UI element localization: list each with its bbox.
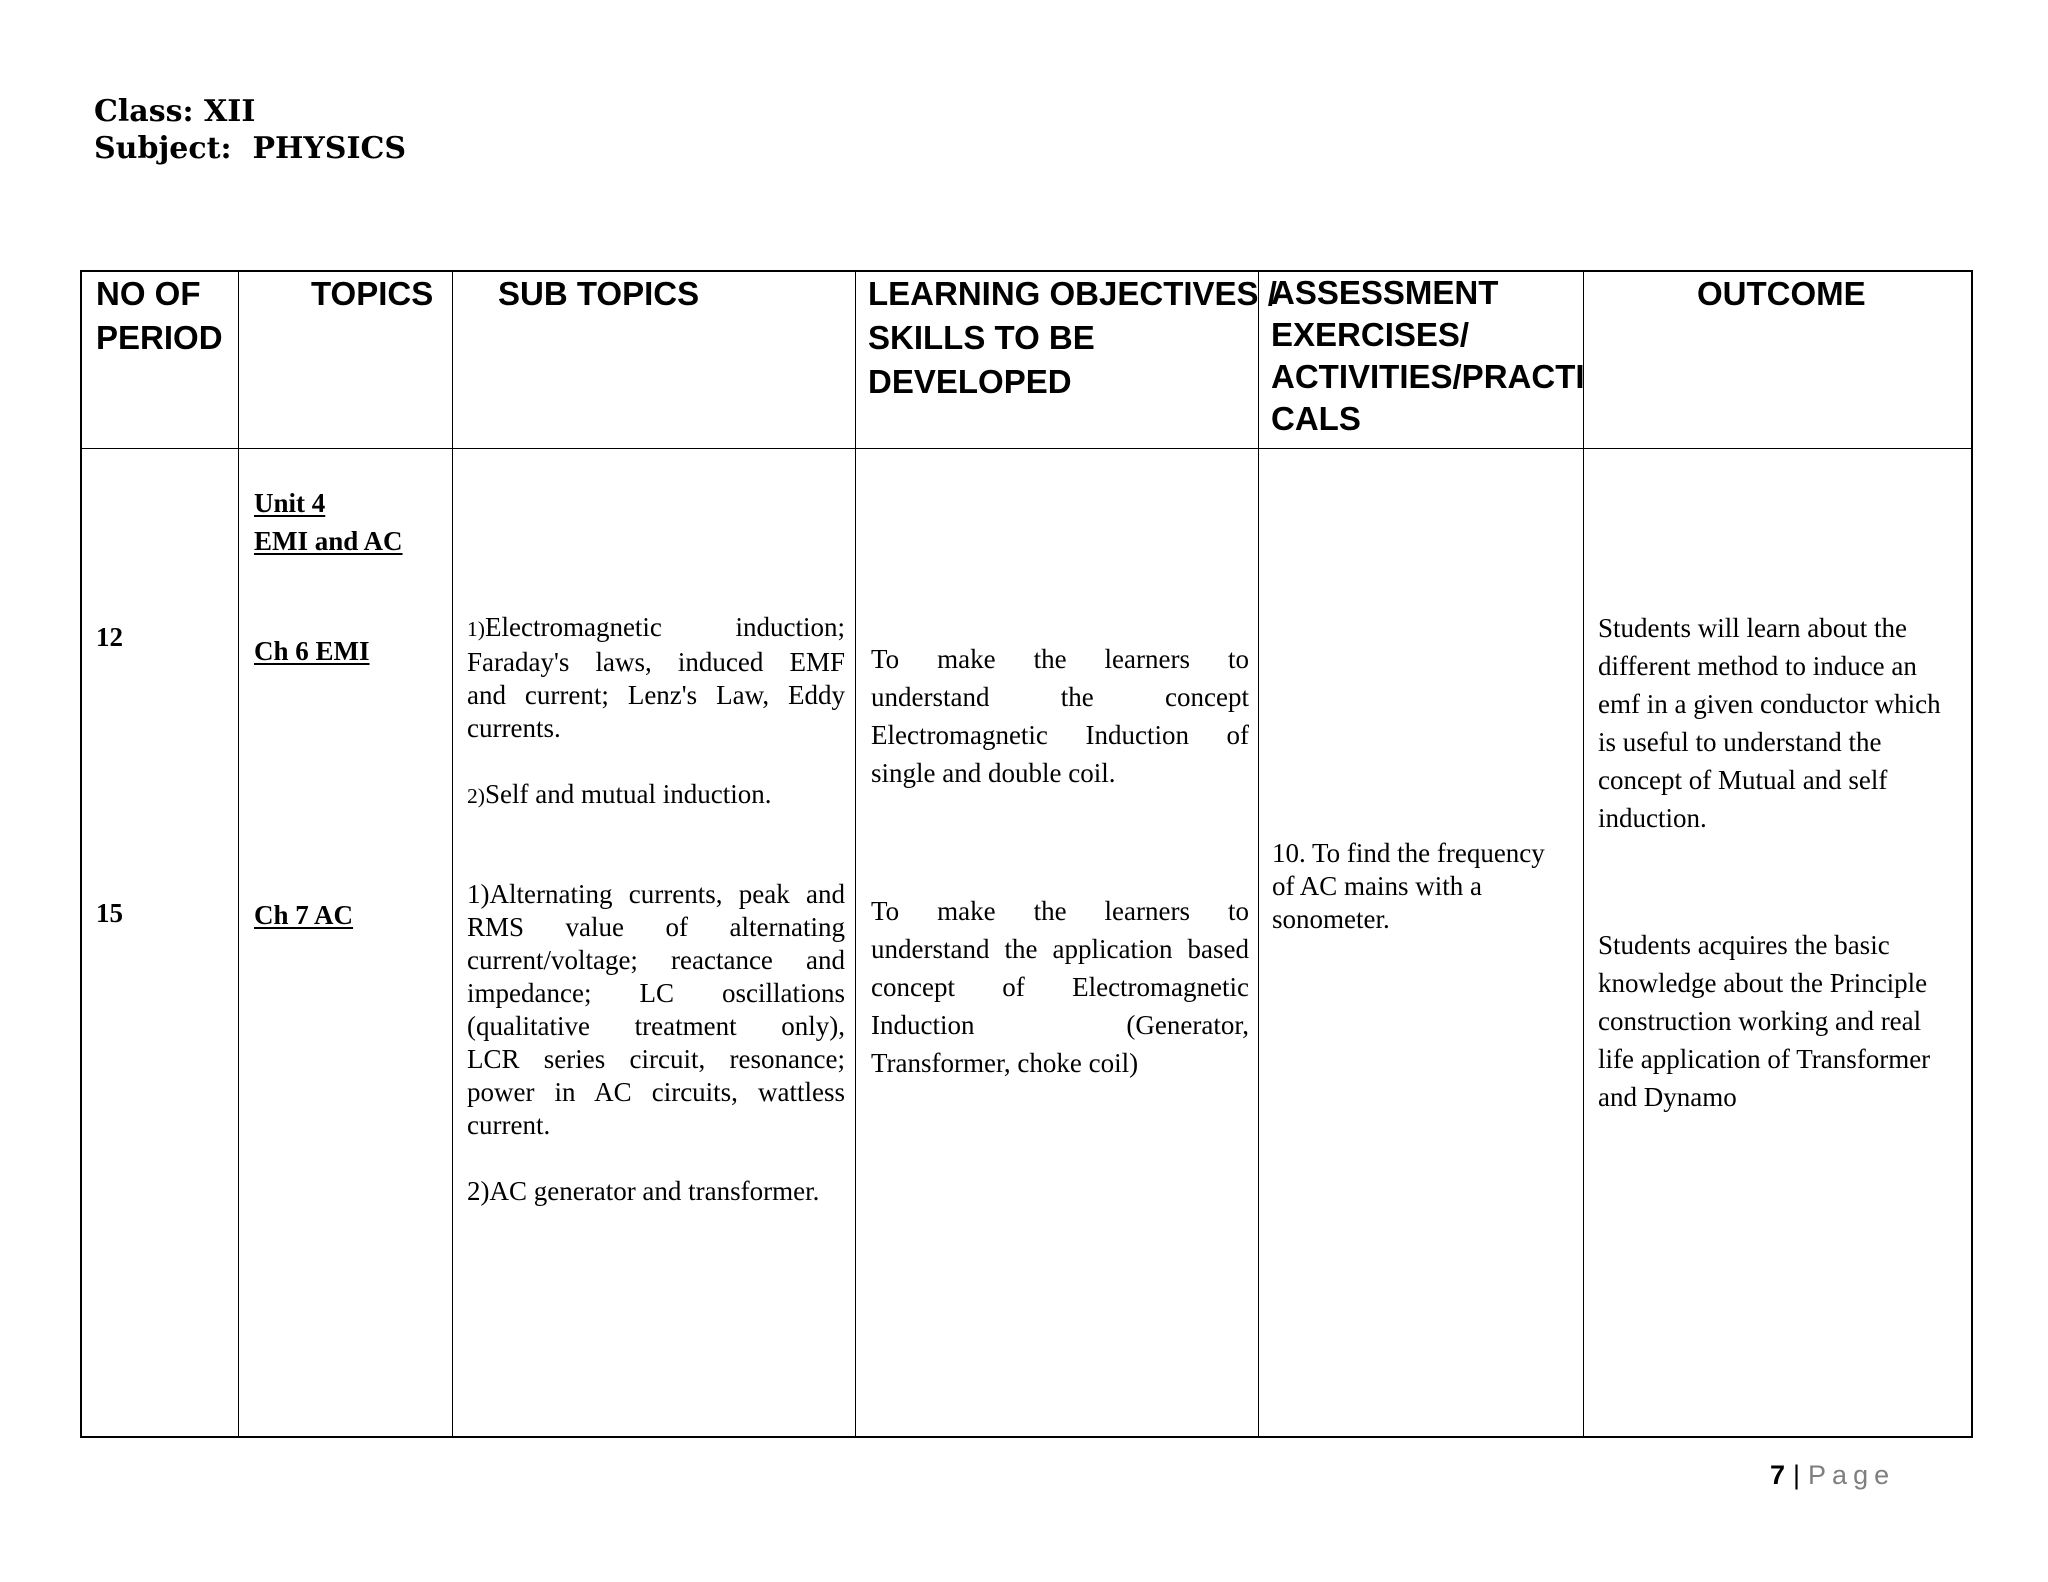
outcome-line: concept of Mutual and self bbox=[1598, 765, 1888, 795]
unit-title: EMI and AC bbox=[254, 526, 403, 556]
header-objectives-line: DEVELOPED bbox=[868, 363, 1072, 400]
assessment-line: of AC mains with a bbox=[1272, 871, 1482, 901]
column-divider bbox=[1258, 272, 1259, 1436]
objective-line: To make the learners to bbox=[871, 896, 1249, 926]
subtopic-line: Faraday's laws, induced EMF bbox=[467, 647, 845, 677]
subtopic-line: current. bbox=[467, 1110, 551, 1140]
subtopic-line: currents. bbox=[467, 713, 561, 743]
list-number: 1) bbox=[467, 617, 485, 641]
outcome-line: different method to induce an bbox=[1598, 651, 1917, 681]
column-divider bbox=[855, 272, 856, 1436]
objectives-ch6 bbox=[871, 640, 1249, 792]
column-divider bbox=[238, 272, 239, 1436]
header-assessment-line: CALS bbox=[1271, 400, 1361, 437]
subtopic-line: 1)Alternating currents, peak and bbox=[467, 879, 845, 909]
header-assessment-line: ASSESSMENT bbox=[1271, 274, 1499, 311]
header-assessment-line: ACTIVITIES/PRACTI bbox=[1271, 358, 1585, 395]
page-number: 7 bbox=[1770, 1460, 1786, 1490]
subtopic-text: Self and mutual induction. bbox=[485, 779, 772, 809]
header-period bbox=[96, 272, 223, 360]
objective-line: Electromagnetic Induction of bbox=[871, 720, 1249, 750]
subtopic-line: LCR series circuit, resonance; bbox=[467, 1044, 845, 1074]
subtopic-line: current/voltage; reactance and bbox=[467, 945, 845, 975]
subtopic-line: 2)AC generator and transformer. bbox=[467, 1176, 820, 1206]
objective-line: To make the learners to bbox=[871, 644, 1249, 674]
outcome-line: knowledge about the Principle bbox=[1598, 968, 1928, 998]
outcome-line: Students acquires the basic bbox=[1598, 930, 1890, 960]
objective-line: understand the concept bbox=[871, 682, 1249, 712]
unit-number: Unit 4 bbox=[254, 488, 326, 518]
header-divider bbox=[82, 448, 1971, 449]
objectives-ch7 bbox=[871, 892, 1249, 1082]
outcome-ch6 bbox=[1598, 609, 1968, 837]
outcome-line: emf in a given conductor which bbox=[1598, 689, 1941, 719]
period-ch6: 12 bbox=[96, 622, 123, 652]
header-objectives bbox=[868, 272, 1277, 404]
header-topics: TOPICS bbox=[311, 275, 434, 312]
outcome-line: induction. bbox=[1598, 803, 1707, 833]
assessment-line: 10. To find the frequency bbox=[1272, 838, 1545, 868]
header-assessment bbox=[1271, 272, 1585, 440]
assessment-line: sonometer. bbox=[1272, 904, 1390, 934]
syllabus-table bbox=[80, 270, 1973, 1438]
objective-line: single and double coil. bbox=[871, 758, 1116, 788]
objective-line: understand the application based bbox=[871, 934, 1249, 964]
page-label: Page bbox=[1808, 1460, 1896, 1490]
column-divider bbox=[1583, 272, 1584, 1436]
outcome-line: life application of Transformer bbox=[1598, 1044, 1931, 1074]
outcome-ch7 bbox=[1598, 926, 1968, 1116]
header-period-line: NO OF bbox=[96, 275, 201, 312]
class-heading: Class: XII bbox=[94, 94, 256, 129]
period-ch7: 15 bbox=[96, 898, 123, 928]
subtopics-ch6 bbox=[467, 611, 845, 813]
chapter-7-link: Ch 7 AC bbox=[254, 900, 354, 930]
subtopic-line: (qualitative treatment only), bbox=[467, 1011, 845, 1041]
outcome-line: Students will learn about the bbox=[1598, 613, 1907, 643]
outcome-line: construction working and real bbox=[1598, 1006, 1922, 1036]
outcome-line: and Dynamo bbox=[1598, 1082, 1737, 1112]
subtopic-text: Electromagnetic induction; bbox=[485, 612, 845, 642]
list-number: 2) bbox=[467, 784, 485, 808]
column-divider bbox=[452, 272, 453, 1436]
assessment-activity bbox=[1272, 837, 1577, 936]
header-objectives-line: LEARNING OBJECTIVES / bbox=[868, 275, 1277, 312]
subtopic-line bbox=[467, 611, 845, 646]
subject-heading: Subject: PHYSICS bbox=[94, 131, 407, 166]
chapter-6-link: Ch 6 EMI bbox=[254, 636, 370, 666]
page-footer bbox=[1770, 1460, 1895, 1491]
subtopic-line: RMS value of alternating bbox=[467, 912, 845, 942]
unit-heading bbox=[254, 484, 403, 560]
header-objectives-line: SKILLS TO BE bbox=[868, 319, 1095, 356]
header-outcome: OUTCOME bbox=[1697, 275, 1866, 312]
subtopic-line: and current; Lenz's Law, Eddy bbox=[467, 680, 845, 710]
subtopic-line: power in AC circuits, wattless bbox=[467, 1077, 845, 1107]
subtopic-line bbox=[467, 778, 845, 813]
objective-line: Induction (Generator, bbox=[871, 1010, 1249, 1040]
objective-line: Transformer, choke coil) bbox=[871, 1048, 1139, 1078]
outcome-line: is useful to understand the bbox=[1598, 727, 1882, 757]
header-assessment-line: EXERCISES/ bbox=[1271, 316, 1470, 353]
header-subtopics: SUB TOPICS bbox=[498, 275, 700, 312]
subtopics-ch7 bbox=[467, 878, 845, 1208]
footer-separator: | bbox=[1793, 1460, 1801, 1490]
header-period-line: PERIOD bbox=[96, 319, 223, 356]
subtopic-line: impedance; LC oscillations bbox=[467, 978, 845, 1008]
objective-line: concept of Electromagnetic bbox=[871, 972, 1249, 1002]
